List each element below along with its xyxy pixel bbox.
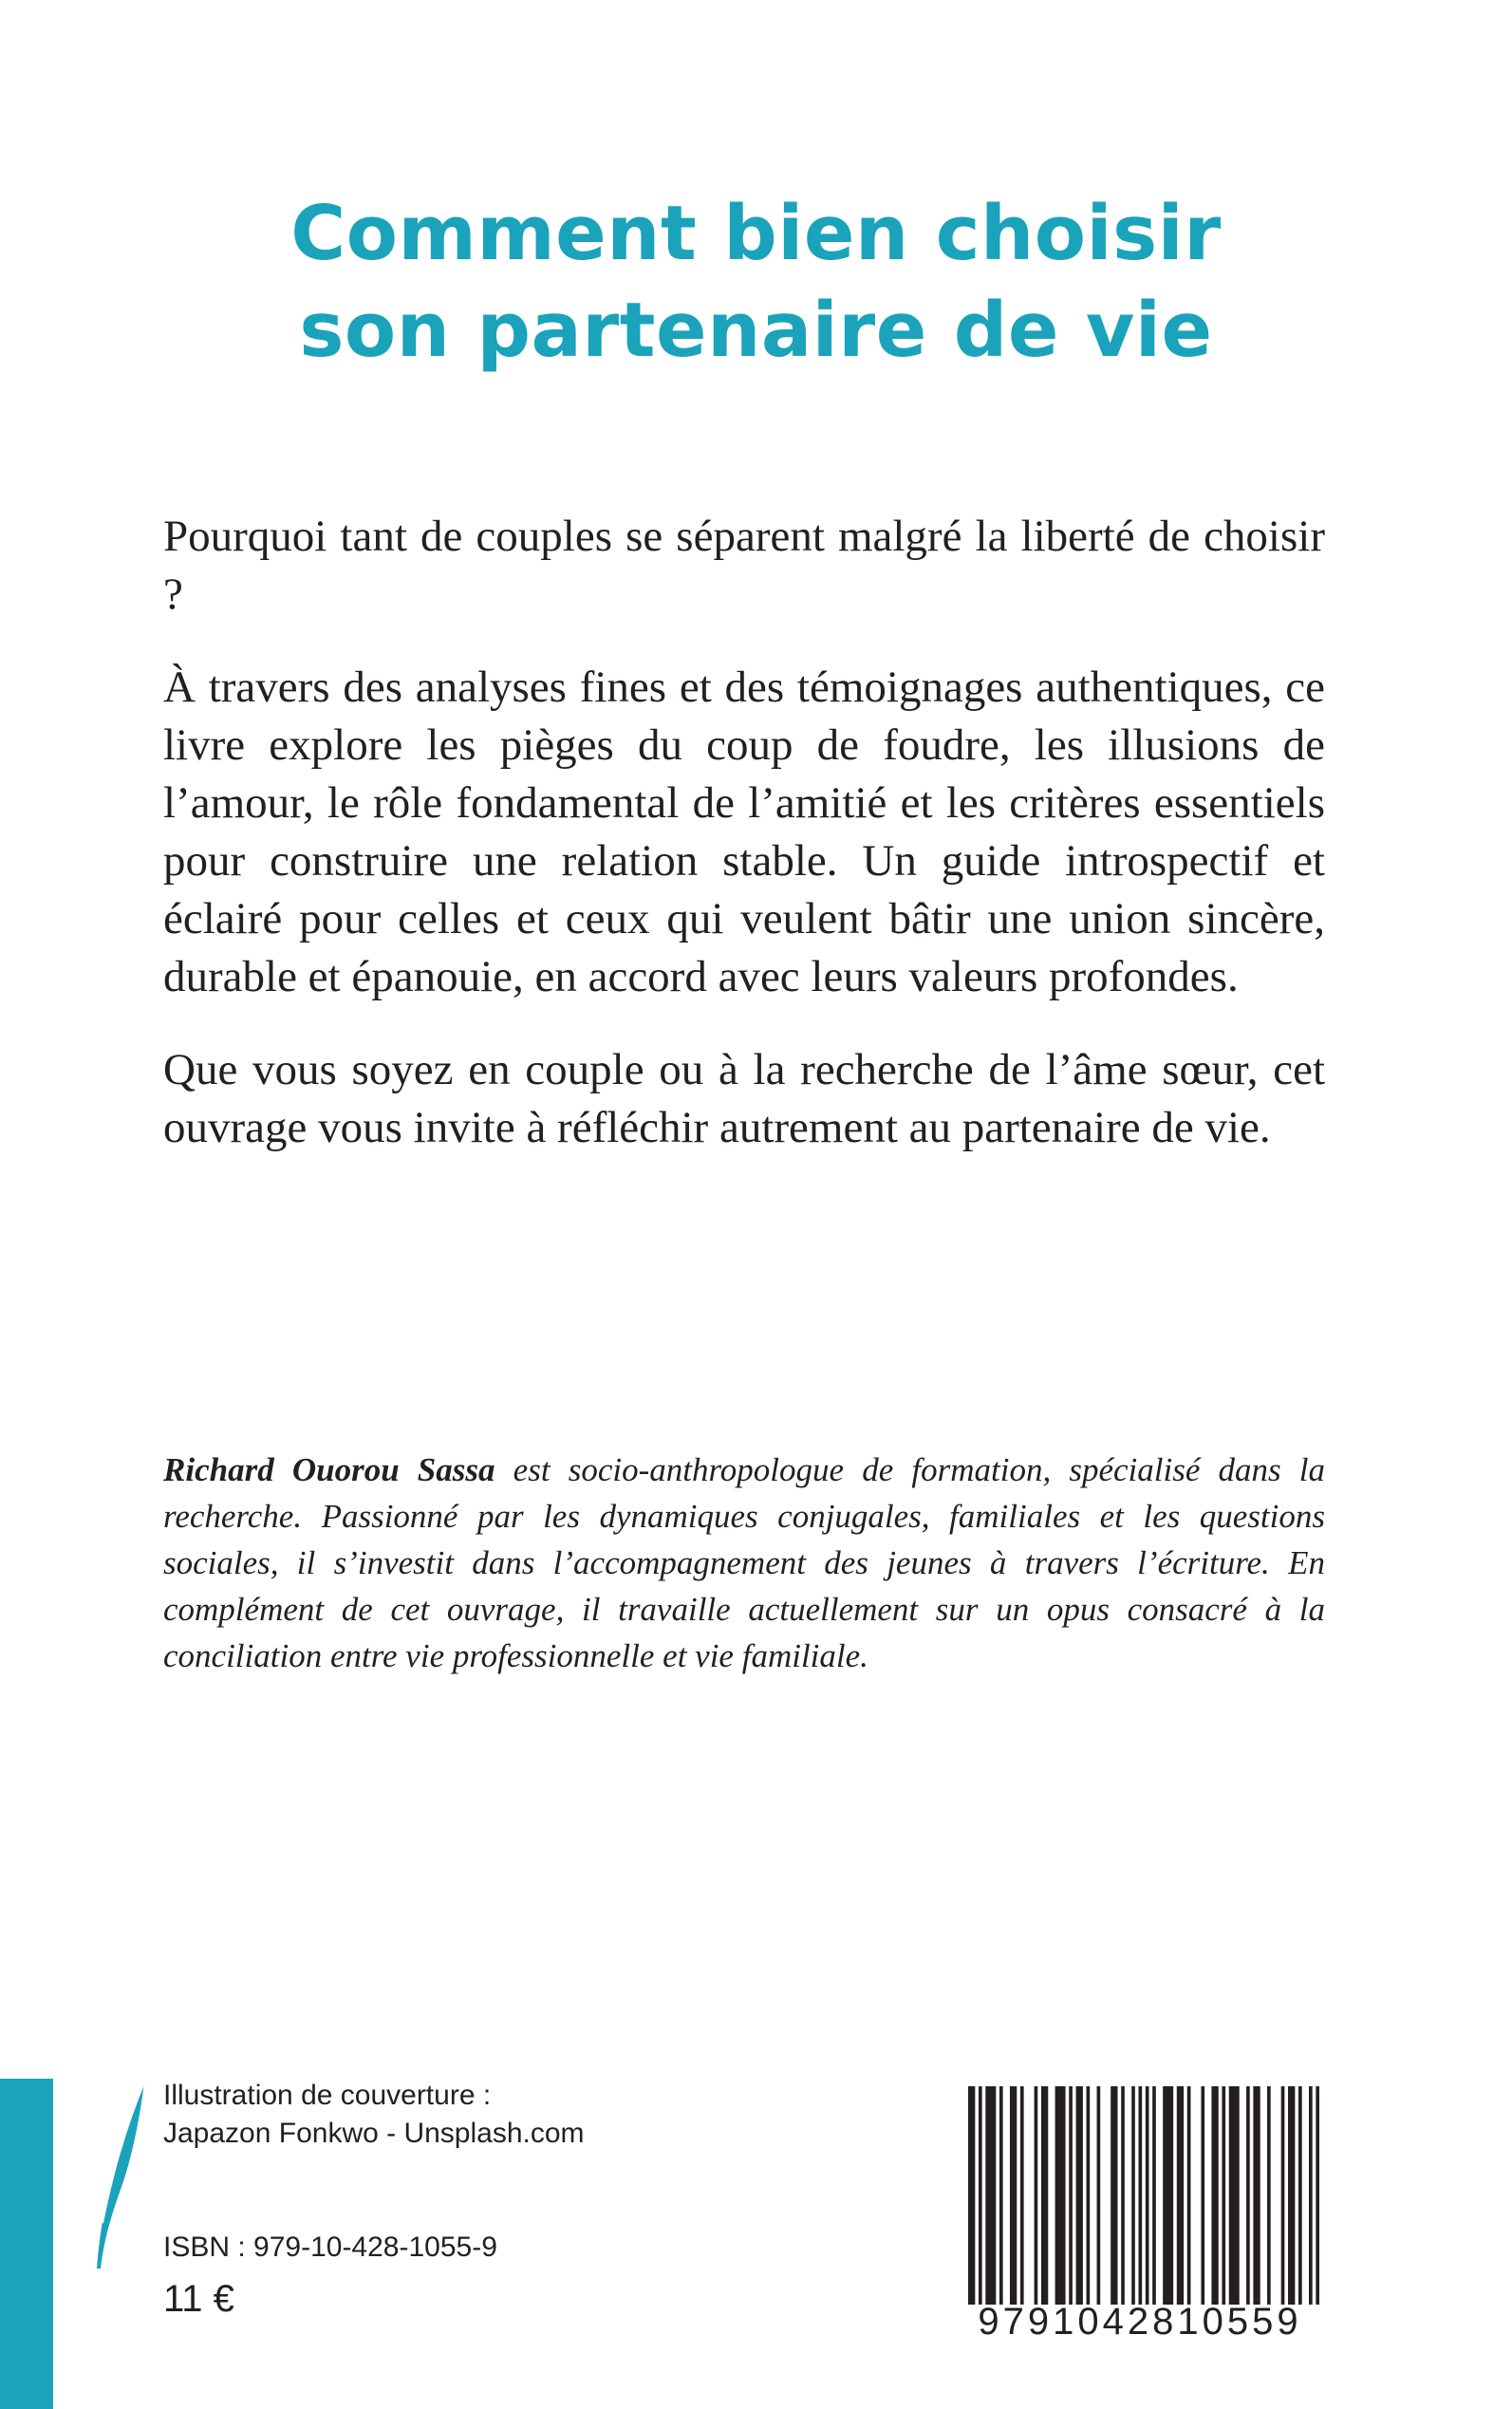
barcode-bar [1163, 2086, 1173, 2305]
barcode-bar [1111, 2086, 1117, 2305]
author-bio-text: est socio-anthropologue de formation, spécialisé dans la recherche. Passionné par les dynamiques conjugales, familiales et les questions sociales, il s’investit dans l’accompagnement des jeunes à travers l’écriture. En complément de cet ouvrage, il travaille actuellement sur un opus consacré à la conciliation entre vie professionnelle et vie familiale. [163, 1451, 1325, 1674]
book-title-line-2: son partenaire de vie [299, 287, 1213, 374]
author-name: Richard Ouorou Sassa [163, 1451, 495, 1488]
credits-line-2: Japazon Fonkwo - Unsplash.com [163, 2118, 585, 2149]
back-cover-blurb [163, 508, 1325, 1192]
barcode-bar [1316, 2086, 1319, 2305]
feather-quill-icon [91, 2081, 148, 2270]
isbn-text: ISBN : 979-10-428-1055-9 [163, 2232, 497, 2263]
barcode-bar [1152, 2086, 1156, 2305]
barcode-bar [1069, 2086, 1073, 2305]
price-text: 11 € [163, 2278, 234, 2320]
barcode-bar [999, 2086, 1003, 2305]
barcode-bars [968, 2086, 1319, 2305]
barcode-bar [1131, 2086, 1135, 2305]
barcode-bar [1076, 2086, 1083, 2305]
barcode-bar [1253, 2086, 1260, 2305]
barcode-bar [1055, 2086, 1066, 2305]
barcode-bar [1035, 2086, 1038, 2305]
barcode [955, 2086, 1325, 2362]
blurb-paragraph: À travers des analyses fines et des témoignages authentiques, ce livre explore les pièges du coup de foudre, les illusions de l’amour, le rôle fondamental de l’amitié et les critères essentiels pour construire une relation stable. Un guide introspectif et éclairé pour celles et ceux qui veulent bâtir une union sincère, durable et épanouie, en accord avec leurs valeurs profondes. [163, 663, 1325, 1001]
barcode-bar [1139, 2086, 1143, 2305]
barcode-bar [979, 2086, 982, 2305]
barcode-bar [1281, 2086, 1285, 2305]
barcode-bar [1298, 2086, 1302, 2305]
barcode-bar [1187, 2086, 1191, 2305]
barcode-bar [1229, 2086, 1240, 2305]
barcode-bar [1020, 2086, 1024, 2305]
accent-side-bar [0, 2079, 53, 2409]
blurb-paragraph: Pourquoi tant de couples se séparent malgré la liberté de choisir ? [163, 512, 1325, 619]
barcode-bar [1267, 2086, 1271, 2305]
barcode-bar [1222, 2086, 1225, 2305]
barcode-bar [1211, 2086, 1218, 2305]
barcode-bar [1010, 2086, 1017, 2305]
barcode-bar [1097, 2086, 1101, 2305]
barcode-bar [985, 2086, 996, 2305]
barcode-bar [1309, 2086, 1313, 2305]
barcode-bar [1087, 2086, 1091, 2305]
barcode-bar [1146, 2086, 1149, 2305]
cover-credits [163, 2077, 585, 2153]
barcode-bar [968, 2086, 975, 2305]
barcode-bar [1201, 2086, 1204, 2305]
barcode-bar [1246, 2086, 1250, 2305]
barcode-bar [1121, 2086, 1125, 2305]
blurb-paragraph: Que vous soyez en couple ou à la recherche de l’âme sœur, cet ouvrage vous invite à réfléchir autrement au partenaire de vie. [163, 1045, 1325, 1152]
book-title-line-1: Comment bien choisir [290, 190, 1222, 277]
book-title [0, 185, 1512, 379]
barcode-bar [1288, 2086, 1295, 2305]
author-bio [163, 1447, 1325, 1679]
barcode-number: 9791042810559 [978, 2301, 1302, 2343]
barcode-bar [1041, 2086, 1048, 2305]
barcode-bar [1177, 2086, 1184, 2305]
credits-line-1: Illustration de couverture : [163, 2080, 492, 2111]
